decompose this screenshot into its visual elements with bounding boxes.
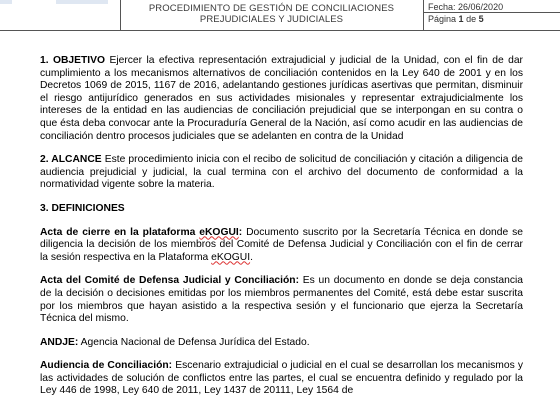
date-label: Fecha: [428,2,456,12]
definition-term: Acta del Comité de Defensa Judicial y Conciliación: [40,275,300,287]
page-current: 1 [458,14,464,24]
definition-item [40,275,523,325]
definition-term: ANDJE: [40,336,79,348]
section-definiciones-heading: 3. DEFINICIONES [40,202,125,214]
page-row [428,14,484,24]
definition-text: Escenario extrajudicial o judicial en el cual se desarrollan los mecanismos y las actividades de solución de conflictos entre las partes, el cual se encuentra definido y regulado por la Ley 446 de 1998, Ley 640 de 2011, Ley 1437 de 20111, Ley 1564 de [40,360,523,397]
definition-item [40,360,523,398]
header-meta-cell [423,0,560,31]
page-of: de [466,14,477,24]
logo-fragment [0,0,12,4]
section-alcance [40,154,523,192]
definition-text: Documento suscrito por la Secretaría Técnica en donde se diligencia la decisión de los miembros del Comité de Defensa Judicial y Conciliación con el fin de cerrar la sesión respectiva en la Plataforma eKOGUI. [40,226,523,263]
document-body [40,55,523,409]
section-heading: 1. OBJETIVO [40,55,106,66]
definition-term: Audiencia de Conciliación: [40,360,173,372]
definition-text: Es un documento en donde se deja constancia de la decisión o decisiones emitidas por los miembros permanentes del Comité, está debe estar suscrita por los miembros que hayan asistido a la respectiva sesión y el funcionario que ejerza la Secretaría Técnica del mismo. [40,275,523,325]
section-objetivo [40,55,523,143]
title-line-2: PREJUDICIALES Y JUDICIALES [199,14,344,25]
date-value: 26/06/2020 [458,2,504,12]
definition-item [40,337,523,350]
definition-item [40,227,523,265]
page-total: 5 [478,14,484,24]
definition-text: Agencia Nacional de Defensa Jurídica del Estado. [78,336,310,348]
section-heading: 2. ALCANCE [40,154,102,166]
definition-term: Acta de cierre en la plataforma eKOGUI: [40,226,243,238]
date-row [428,2,503,12]
header-title-cell [120,0,424,31]
document-title [120,3,423,25]
title-line-1: PROCEDIMIENTO DE GESTIÓN DE CONCILIACIONES [148,3,395,14]
section-text: Este procedimiento inicia con el recibo de solicitud de conciliación y citación a diligencia de audiencia prejudicial y judicial, la cual termina con el archivo del documento de conformidad a la normatividad vigente sobre la materia. [40,154,523,191]
logo-fragment [56,0,108,4]
document-header [0,0,560,30]
page-label: Página [428,14,457,24]
header-logo-cell [0,0,121,31]
section-text: Ejercer la efectiva representación extrajudicial y judicial de la Unidad, con el fin de dar cumplimiento a los mecanismos alternativos de conciliación contenidos en la Ley 640 de 2001 y en los Decretos 1069 de 2015, 1167 de 2016, adelantando gestiones jurídicas asertivas que permitan, disminuir el riesgo antijurídico generados en sus actividades misionales y representar extrajudicialmente los intereses de la entidad en las audiencias de conciliación prejudicial que se interpongan en su contra o que ésta deba convocar ante la Procuraduría General de la Nación, así como acudir en las audiencias de conciliación dentro procesos judiciales que se adelanten en contra de la Unidad [40,55,523,142]
